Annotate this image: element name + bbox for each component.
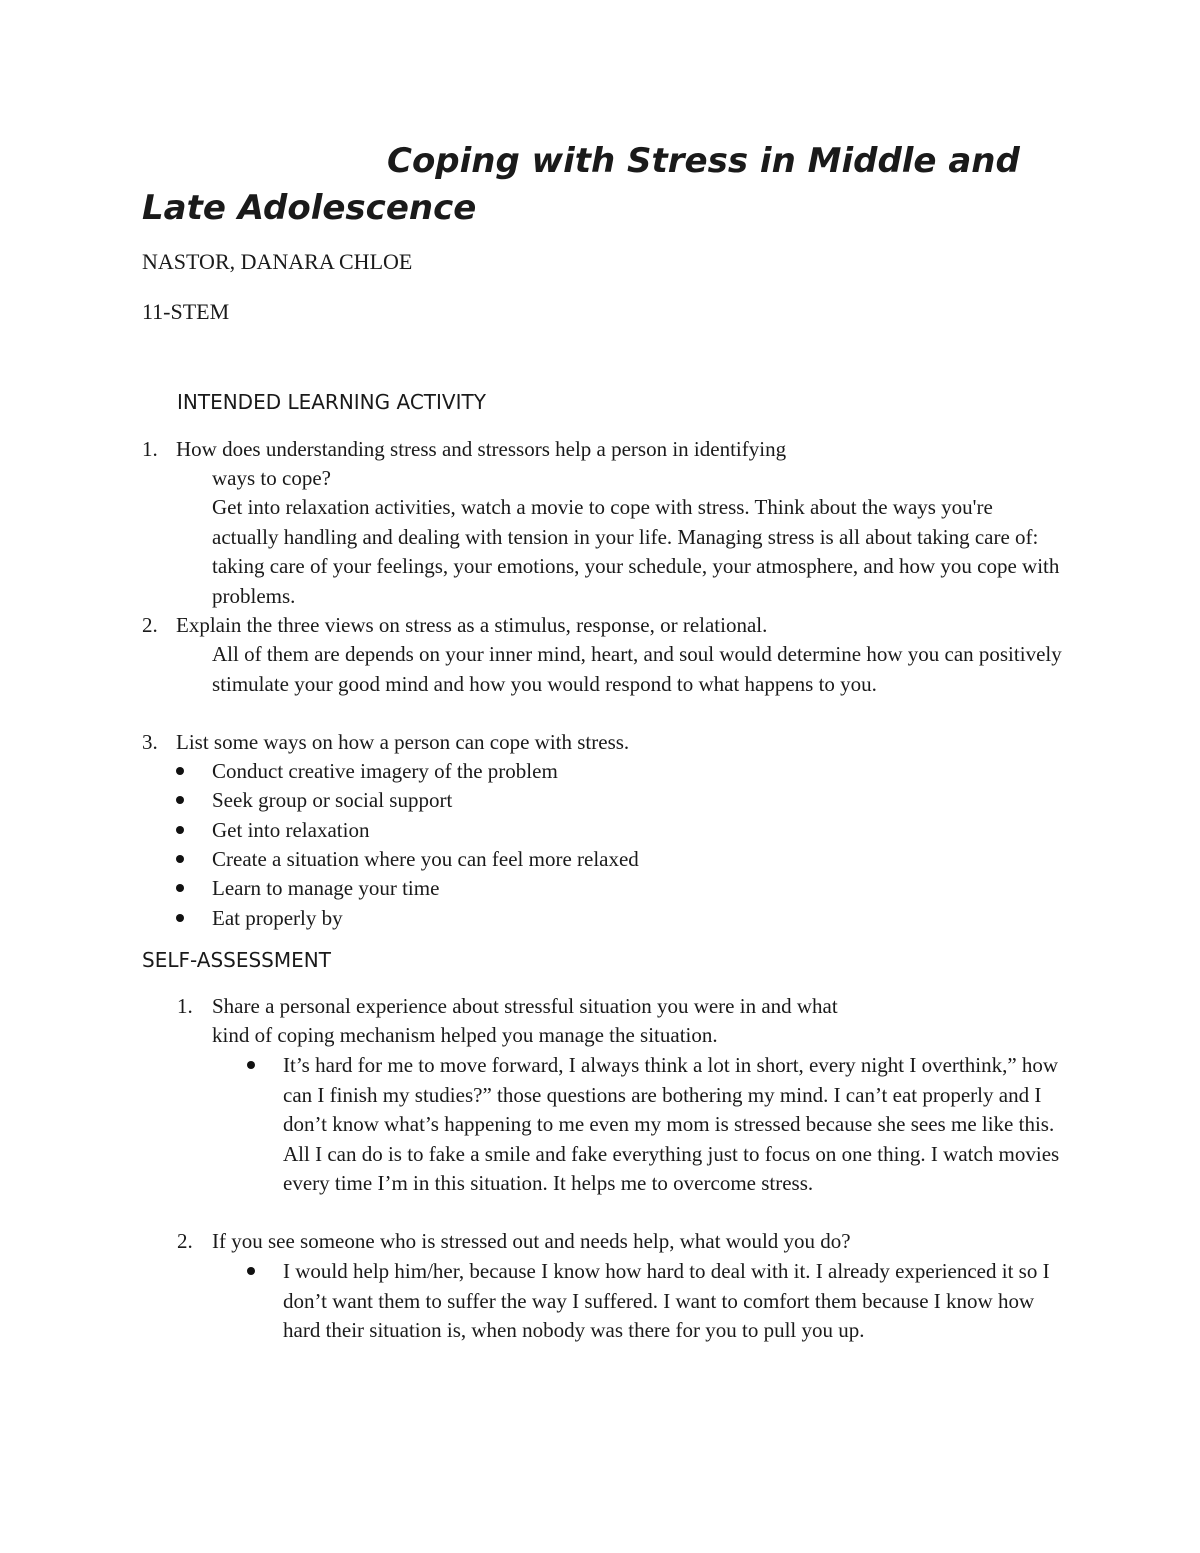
bullet-icon — [247, 1061, 255, 1069]
bullet-icon — [176, 884, 184, 892]
answer-text: I would help him/her, because I know how hard to deal with it. I already experienced it so I don’t want them to suffer the way I suffered. I want to comfort them because I know how hard their situation is, when nobody was there for you to pull you up. — [283, 1259, 1050, 1342]
bullet-icon — [247, 1267, 255, 1275]
list-item: Conduct creative imagery of the problem — [212, 759, 558, 783]
section-heading-intended-learning-activity: INTENDED LEARNING ACTIVITY — [177, 390, 486, 414]
question-text-continued: ways to cope? — [212, 466, 331, 490]
answer-text: Get into relaxation activities, watch a movie to cope with stress. Think about the ways you're actually handling and dealing with tension in your life. Managing stress is all about taking care of: taking care of your feelings, your emotions, your schedule, your atmosphere, and how you cope with problems. — [212, 495, 1060, 608]
list-item: Eat properly by — [212, 906, 343, 930]
section-heading-self-assessment: SELF-ASSESSMENT — [142, 948, 331, 972]
bullet-icon — [176, 914, 184, 922]
list-number: 2. — [177, 1229, 193, 1253]
answer-text: All of them are depends on your inner mind, heart, and soul would determine how you can positively stimulate your good mind and how you would respond to what happens to you. — [212, 642, 1062, 696]
question-text: List some ways on how a person can cope with stress. — [176, 730, 630, 754]
question-text: Share a personal experience about stressful situation you were in and what — [212, 994, 838, 1018]
list-item: Learn to manage your time — [212, 876, 440, 900]
question-text: Explain the three views on stress as a stimulus, response, or relational. — [176, 613, 768, 637]
list-number: 2. — [142, 613, 158, 637]
list-item: Seek group or social support — [212, 788, 453, 812]
list-number: 3. — [142, 730, 158, 754]
bullet-icon — [176, 855, 184, 863]
author-name: NASTOR, DANARA CHLOE — [142, 249, 413, 274]
list-number: 1. — [142, 437, 158, 461]
document-title: Coping with Stress in Middle and Late Adolescence — [142, 141, 1020, 228]
class-section: 11-STEM — [142, 299, 230, 324]
bullet-icon — [176, 826, 184, 834]
question-text: How does understanding stress and stressors help a person in identifying — [176, 437, 787, 461]
list-item: Get into relaxation — [212, 818, 370, 842]
list-number: 1. — [177, 994, 193, 1018]
question-text: If you see someone who is stressed out and needs help, what would you do? — [212, 1229, 851, 1253]
bullet-icon — [176, 796, 184, 804]
question-text-continued: kind of coping mechanism helped you manage the situation. — [212, 1023, 718, 1047]
bullet-icon — [176, 767, 184, 775]
list-item: Create a situation where you can feel more relaxed — [212, 847, 639, 871]
answer-text: It’s hard for me to move forward, I always think a lot in short, every night I overthink,” how can I finish my studies?” those questions are bothering my mind. I can’t eat properly and I don’t know what’s happening to me even my mom is stressed because she sees me like this. All I can do is to fake a smile and fake everything just to focus on one thing. I watch movies every time I’m in this situation. It helps me to overcome stress. — [283, 1053, 1060, 1195]
